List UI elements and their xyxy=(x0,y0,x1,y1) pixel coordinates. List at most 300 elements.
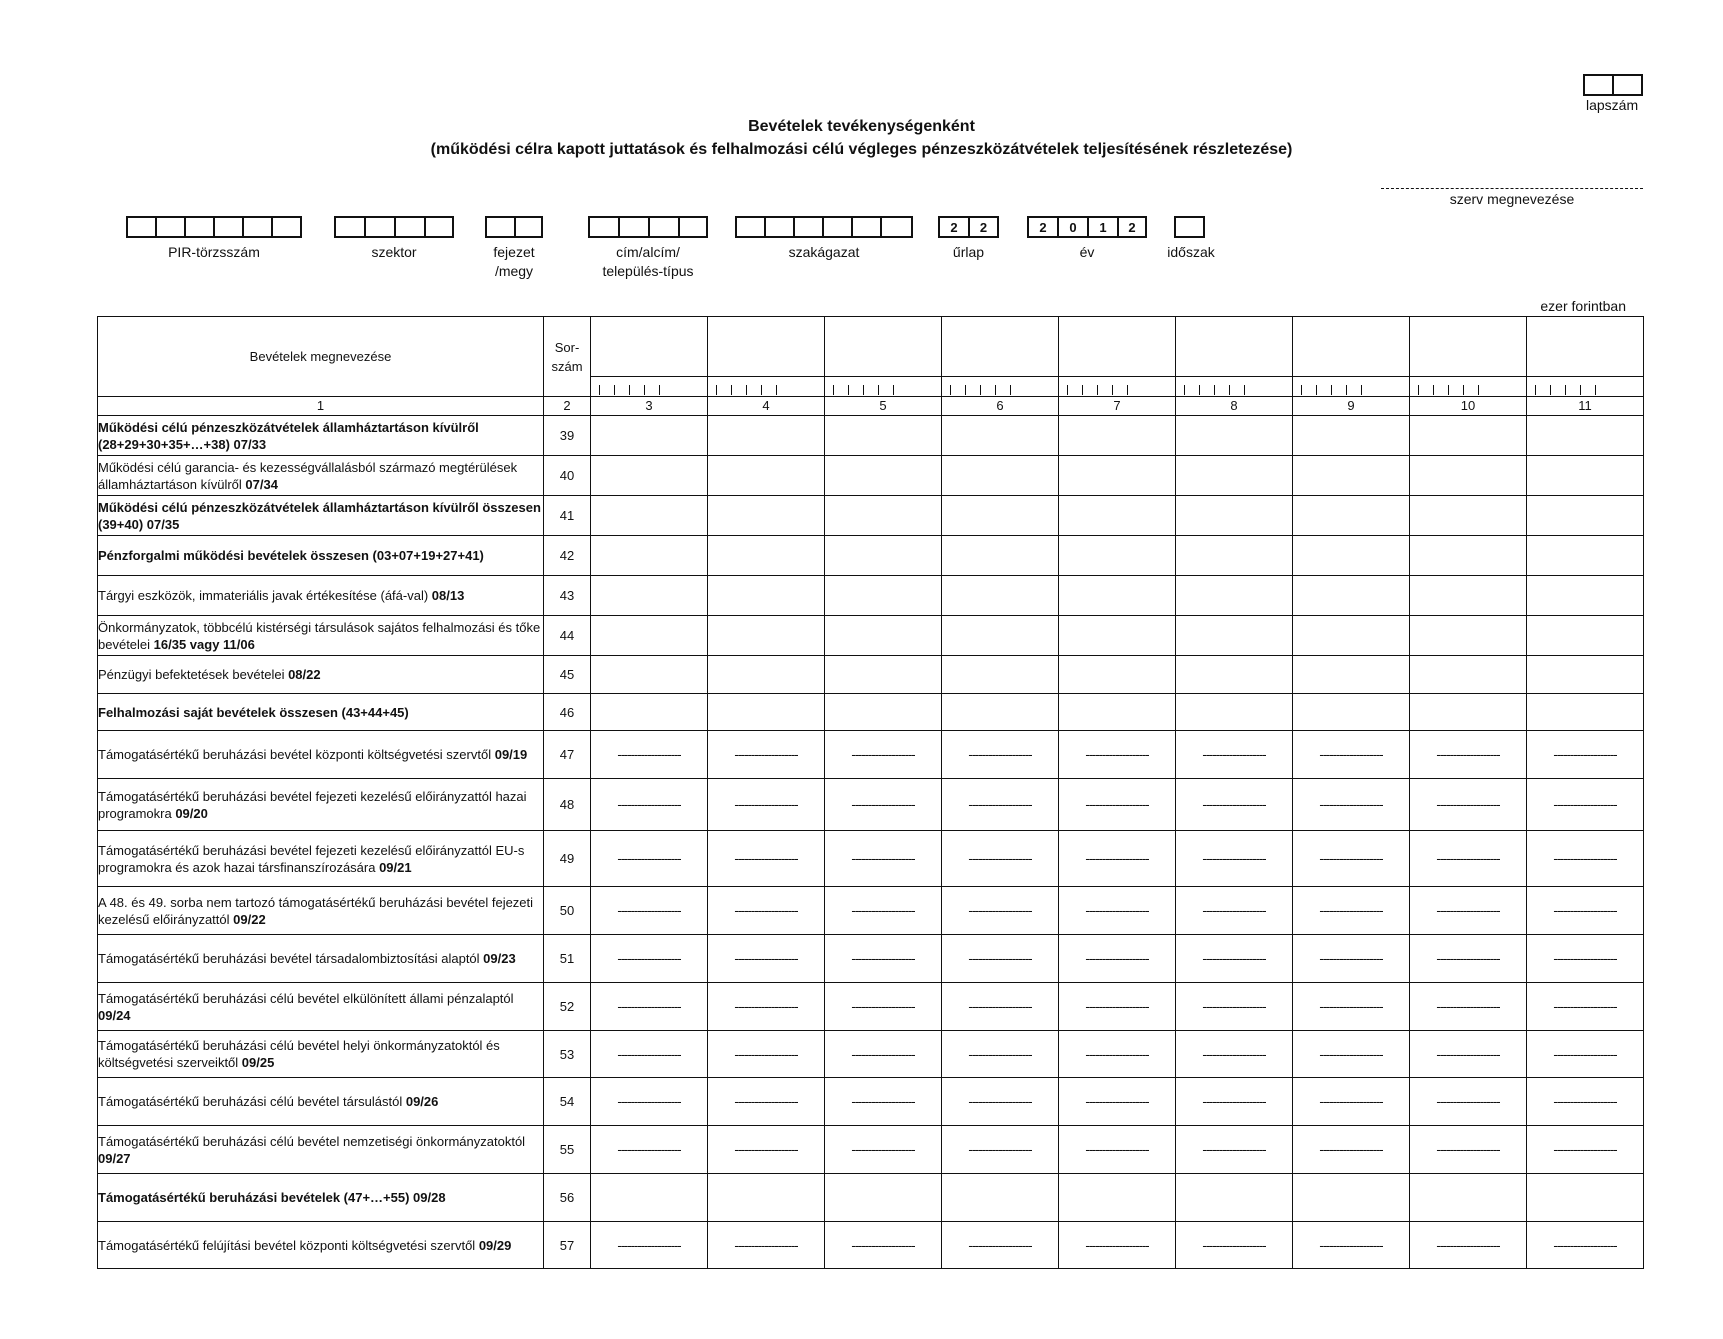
value-cell-disabled: ------------------- xyxy=(708,983,825,1031)
value-cell-disabled: ------------------- xyxy=(708,731,825,779)
row-label-text: Pénzügyi befektetések bevételei xyxy=(98,667,289,682)
row-label xyxy=(98,1126,544,1174)
value-cell-disabled: ------------------- xyxy=(1293,731,1410,779)
pir-label: PIR-törzsszám xyxy=(168,244,260,260)
row-label xyxy=(98,887,544,935)
row-label-code: 09/25 xyxy=(241,1055,275,1070)
value-cell[interactable] xyxy=(1293,694,1410,731)
value-cell-disabled: ------------------- xyxy=(1176,1031,1293,1078)
urlap-digit: 2 xyxy=(979,219,988,235)
row-label xyxy=(98,983,544,1031)
value-cell[interactable] xyxy=(942,496,1059,536)
value-cell[interactable] xyxy=(708,656,825,694)
value-cell-disabled: ------------------- xyxy=(942,831,1059,887)
value-cell[interactable] xyxy=(591,1174,708,1222)
szerv-label: szerv megnevezése xyxy=(1449,191,1575,207)
table-row xyxy=(98,416,1644,456)
szakagazat-label: szakágazat xyxy=(788,244,860,260)
column-number: 4 xyxy=(708,397,825,416)
value-cell-disabled: ------------------- xyxy=(942,935,1059,983)
urlap-digit: 2 xyxy=(940,218,970,236)
box-cell[interactable] xyxy=(1614,76,1641,94)
value-cell[interactable] xyxy=(942,616,1059,656)
row-label-code: Felhalmozási saját bevételek összesen (43+44+45) xyxy=(98,704,409,720)
value-cell[interactable] xyxy=(1176,1174,1293,1222)
row-label xyxy=(98,935,544,983)
lapszam-boxes[interactable] xyxy=(1583,74,1643,96)
value-cell[interactable] xyxy=(1293,536,1410,576)
value-cell[interactable] xyxy=(1527,416,1644,456)
value-cell[interactable] xyxy=(1176,616,1293,656)
value-cell-disabled: ------------------- xyxy=(1410,887,1527,935)
value-cell-disabled: ------------------- xyxy=(1527,1078,1644,1126)
row-label-code: Működési célú pénzeszközátvételek államháztartáson kívülről összesen (39+40) 07/35 xyxy=(98,499,541,532)
row-number: 53 xyxy=(544,1031,591,1078)
column-number: 5 xyxy=(825,397,942,416)
value-cell-disabled: ------------------- xyxy=(1293,983,1410,1031)
value-cell-disabled: ------------------- xyxy=(825,1031,942,1078)
value-cell-disabled: ------------------- xyxy=(1059,779,1176,831)
value-cell-disabled: ------------------- xyxy=(1410,983,1527,1031)
row-number: 49 xyxy=(544,831,591,887)
row-number: 51 xyxy=(544,935,591,983)
value-cell[interactable] xyxy=(1527,616,1644,656)
row-label xyxy=(98,694,544,731)
value-cell-disabled: ------------------- xyxy=(1176,779,1293,831)
idoszak-label: időszak xyxy=(1167,244,1215,260)
value-cell[interactable] xyxy=(1293,1174,1410,1222)
row-label xyxy=(98,1031,544,1078)
row-label xyxy=(98,496,544,536)
row-label xyxy=(98,616,544,656)
value-cell[interactable] xyxy=(708,1174,825,1222)
row-number: 46 xyxy=(544,694,591,731)
ev-digit: 2 xyxy=(1128,219,1136,235)
value-cell[interactable] xyxy=(942,576,1059,616)
idoszak-box[interactable] xyxy=(1174,216,1205,238)
value-cell[interactable] xyxy=(1293,616,1410,656)
value-cell[interactable] xyxy=(1059,576,1176,616)
row-number: 48 xyxy=(544,779,591,831)
szerv-line xyxy=(1381,188,1643,189)
value-cell-disabled: ------------------- xyxy=(1410,831,1527,887)
column-header-cell[interactable] xyxy=(942,317,1059,397)
value-cell-disabled: ------------------- xyxy=(1176,935,1293,983)
row-label-text: Támogatásértékű beruházási célú bevétel társulástól xyxy=(98,1094,406,1109)
value-cell[interactable] xyxy=(1410,694,1527,731)
column-number: 8 xyxy=(1176,397,1293,416)
cim-boxes[interactable] xyxy=(588,216,708,238)
value-cell-disabled: ------------------- xyxy=(1176,731,1293,779)
row-label-code: 09/23 xyxy=(483,951,516,966)
row-label xyxy=(98,1078,544,1126)
table-row xyxy=(98,779,1644,831)
value-cell-disabled: ------------------- xyxy=(708,831,825,887)
value-cell-disabled: ------------------- xyxy=(708,779,825,831)
value-cell-disabled: ------------------- xyxy=(825,831,942,887)
value-cell-disabled: ------------------- xyxy=(1293,1126,1410,1174)
value-cell[interactable] xyxy=(1176,496,1293,536)
table-row xyxy=(98,656,1644,694)
value-cell-disabled: ------------------- xyxy=(1293,887,1410,935)
value-cell[interactable] xyxy=(591,496,708,536)
value-cell-disabled: ------------------- xyxy=(1527,779,1644,831)
value-cell[interactable] xyxy=(1527,536,1644,576)
cim-label: cím/alcím/ település-típus xyxy=(602,244,694,279)
row-number: 54 xyxy=(544,1078,591,1126)
value-cell[interactable] xyxy=(591,456,708,496)
row-label-text: Önkormányzatok, többcélú kistérségi társulások sajátos felhalmozási és tőke bevételei xyxy=(98,619,541,652)
table-row xyxy=(98,496,1644,536)
value-cell[interactable] xyxy=(1059,694,1176,731)
value-cell[interactable] xyxy=(1410,1174,1527,1222)
value-cell[interactable] xyxy=(1176,694,1293,731)
column-header-cell[interactable] xyxy=(1527,317,1644,397)
value-cell-disabled: ------------------- xyxy=(591,831,708,887)
value-cell-disabled: ------------------- xyxy=(1527,1222,1644,1269)
row-label-code: 09/26 xyxy=(405,1094,439,1109)
value-cell-disabled: ------------------- xyxy=(1293,1222,1410,1269)
value-cell-disabled: ------------------- xyxy=(825,1126,942,1174)
value-cell-disabled: ------------------- xyxy=(1059,831,1176,887)
table-row xyxy=(98,731,1644,779)
value-cell-disabled: ------------------- xyxy=(1176,983,1293,1031)
value-cell-disabled: ------------------- xyxy=(708,1126,825,1174)
value-cell[interactable] xyxy=(942,656,1059,694)
row-label-code: 07/34 xyxy=(245,476,278,492)
header-name: Bevételek megnevezése xyxy=(98,317,544,397)
row-number: 43 xyxy=(544,576,591,616)
value-cell-disabled: ------------------- xyxy=(1527,831,1644,887)
ev-digit: 1 xyxy=(1089,218,1119,236)
value-cell[interactable] xyxy=(1527,694,1644,731)
value-cell-disabled: ------------------- xyxy=(825,887,942,935)
value-cell-disabled: ------------------- xyxy=(825,731,942,779)
value-cell[interactable] xyxy=(591,656,708,694)
value-cell-disabled: ------------------- xyxy=(942,1222,1059,1269)
value-cell[interactable] xyxy=(708,576,825,616)
value-cell[interactable] xyxy=(1527,656,1644,694)
value-cell[interactable] xyxy=(1293,656,1410,694)
value-cell[interactable] xyxy=(1059,536,1176,576)
row-label xyxy=(98,456,544,496)
value-cell[interactable] xyxy=(1059,656,1176,694)
value-cell[interactable] xyxy=(942,456,1059,496)
row-number: 41 xyxy=(544,496,591,536)
value-cell-disabled: ------------------- xyxy=(591,1222,708,1269)
value-cell-disabled: ------------------- xyxy=(1059,887,1176,935)
row-label-text: Támogatásértékű felújítási bevétel központi költségvetési szervtől xyxy=(98,1237,479,1253)
value-cell[interactable] xyxy=(825,416,942,456)
value-cell-disabled: ------------------- xyxy=(942,887,1059,935)
value-cell-disabled: ------------------- xyxy=(1176,831,1293,887)
value-cell[interactable] xyxy=(825,576,942,616)
row-label-code: 08/22 xyxy=(288,667,321,682)
value-cell[interactable] xyxy=(825,656,942,694)
value-cell-disabled: ------------------- xyxy=(708,1222,825,1269)
value-cell[interactable] xyxy=(942,416,1059,456)
value-cell[interactable] xyxy=(1527,576,1644,616)
row-label-code: 09/29 xyxy=(478,1237,512,1253)
row-label-text: Támogatásértékű beruházási bevétel fejezeti kezelésű előirányzattól hazai programokra xyxy=(98,788,527,821)
page-title: Bevételek tevékenységenként xyxy=(748,118,975,135)
value-cell-disabled: ------------------- xyxy=(1293,1031,1410,1078)
value-cell[interactable] xyxy=(1293,576,1410,616)
value-cell[interactable] xyxy=(942,1174,1059,1222)
row-label-text: Támogatásértékű beruházási célú bevétel elkülönített állami pénzalaptól xyxy=(98,990,514,1006)
column-header-cell[interactable] xyxy=(1176,317,1293,397)
value-cell[interactable] xyxy=(1410,496,1527,536)
value-cell-disabled: ------------------- xyxy=(1059,1078,1176,1126)
row-label xyxy=(98,416,544,456)
value-cell-disabled: ------------------- xyxy=(1410,731,1527,779)
urlap-boxes[interactable] xyxy=(938,216,999,238)
row-number: 47 xyxy=(544,731,591,779)
column-number: 3 xyxy=(591,397,708,416)
value-cell-disabled: ------------------- xyxy=(1410,1126,1527,1174)
row-label-code: 09/19 xyxy=(494,747,528,762)
value-cell-disabled: ------------------- xyxy=(1410,1031,1527,1078)
value-cell[interactable] xyxy=(942,694,1059,731)
row-label-text: Működési célú garancia- és kezességvállalásból származó megtérülések államháztartáson kívülről xyxy=(98,459,518,492)
value-cell-disabled: ------------------- xyxy=(942,983,1059,1031)
fejezet-label: fejezet /megy xyxy=(493,244,535,279)
table-row xyxy=(98,1126,1644,1174)
value-cell-disabled: ------------------- xyxy=(1293,935,1410,983)
value-cell[interactable] xyxy=(1059,1174,1176,1222)
value-cell[interactable] xyxy=(1527,456,1644,496)
value-cell-disabled: ------------------- xyxy=(1527,935,1644,983)
value-cell-disabled: ------------------- xyxy=(591,935,708,983)
column-header-cell[interactable] xyxy=(825,317,942,397)
value-cell-disabled: ------------------- xyxy=(1059,1031,1176,1078)
value-cell[interactable] xyxy=(591,576,708,616)
column-header-cell[interactable] xyxy=(591,317,708,397)
row-label xyxy=(98,1222,544,1269)
value-cell-disabled: ------------------- xyxy=(1410,1078,1527,1126)
value-cell-disabled: ------------------- xyxy=(591,779,708,831)
value-cell[interactable] xyxy=(1059,456,1176,496)
value-cell[interactable] xyxy=(1410,456,1527,496)
row-label-text: Támogatásértékű beruházási célú bevétel nemzetiségi önkormányzatoktól xyxy=(98,1133,526,1149)
lapszam-label: lapszám xyxy=(1586,97,1639,113)
row-label xyxy=(98,1174,544,1222)
column-number: 1 xyxy=(98,397,544,416)
row-label-code: Működési célú pénzeszközátvételek államháztartáson kívülről (28+29+30+35+…+38) 07/33 xyxy=(98,419,479,452)
column-number: 6 xyxy=(942,397,1059,416)
table-row xyxy=(98,1222,1644,1269)
ev-digit: 2 xyxy=(1029,218,1059,236)
value-cell[interactable] xyxy=(825,1174,942,1222)
column-header-cell[interactable] xyxy=(1059,317,1176,397)
value-cell-disabled: ------------------- xyxy=(825,935,942,983)
value-cell-disabled: ------------------- xyxy=(1293,1078,1410,1126)
row-number: 42 xyxy=(544,536,591,576)
value-cell-disabled: ------------------- xyxy=(825,1222,942,1269)
row-label xyxy=(98,576,544,616)
value-cell-disabled: ------------------- xyxy=(825,983,942,1031)
value-cell[interactable] xyxy=(1410,616,1527,656)
row-label-code: 09/24 xyxy=(98,1007,131,1023)
row-label-code: Pénzforgalmi működési bevételek összesen (03+07+19+27+41) xyxy=(98,548,484,563)
row-label-text: Támogatásértékű beruházási bevétel társadalombiztosítási alaptól xyxy=(98,951,484,966)
ev-label: év xyxy=(1079,244,1095,260)
table-row xyxy=(98,831,1644,887)
value-cell-disabled: ------------------- xyxy=(591,731,708,779)
row-label-code: 09/21 xyxy=(379,859,412,875)
row-label-code: 08/13 xyxy=(431,588,465,603)
value-cell-disabled: ------------------- xyxy=(1527,1126,1644,1174)
value-cell[interactable] xyxy=(591,416,708,456)
table-row xyxy=(98,1174,1644,1222)
table-row xyxy=(98,536,1644,576)
value-cell-disabled: ------------------- xyxy=(1527,887,1644,935)
value-cell[interactable] xyxy=(1059,616,1176,656)
value-cell[interactable] xyxy=(1293,416,1410,456)
row-label-code: 09/22 xyxy=(233,911,266,927)
pir-boxes[interactable] xyxy=(126,216,302,238)
row-label-code: Támogatásértékű beruházási bevételek (47+…+55) 09/28 xyxy=(98,1190,446,1205)
value-cell[interactable] xyxy=(708,416,825,456)
header-sorszam: Sor- szám xyxy=(544,317,591,397)
value-cell-disabled: ------------------- xyxy=(1176,1126,1293,1174)
value-cell[interactable] xyxy=(825,536,942,576)
value-cell-disabled: ------------------- xyxy=(591,887,708,935)
value-cell[interactable] xyxy=(1293,456,1410,496)
value-cell[interactable] xyxy=(708,456,825,496)
value-cell-disabled: ------------------- xyxy=(591,1078,708,1126)
value-cell[interactable] xyxy=(591,694,708,731)
value-cell-disabled: ------------------- xyxy=(1176,887,1293,935)
column-number-row xyxy=(98,397,1644,416)
row-number: 39 xyxy=(544,416,591,456)
column-header-cell[interactable] xyxy=(1293,317,1410,397)
urlap-label: űrlap xyxy=(952,244,985,260)
value-cell[interactable] xyxy=(591,536,708,576)
row-label-text: Támogatásértékű beruházási célú bevétel helyi önkormányzatoktól és költségvetési szerveiktől xyxy=(98,1038,500,1070)
value-cell[interactable] xyxy=(708,496,825,536)
row-label xyxy=(98,656,544,694)
row-label-text: A 48. és 49. sorba nem tartozó támogatásértékű beruházási bevétel fejezeti kezelésű előirányzattól xyxy=(98,894,534,927)
value-cell[interactable] xyxy=(1410,576,1527,616)
value-cell-disabled: ------------------- xyxy=(1059,1222,1176,1269)
value-cell-disabled: ------------------- xyxy=(1059,731,1176,779)
value-cell-disabled: ------------------- xyxy=(591,1126,708,1174)
value-cell[interactable] xyxy=(1410,416,1527,456)
fejezet-boxes[interactable] xyxy=(485,216,543,238)
header-row xyxy=(98,317,1644,397)
value-cell-disabled: ------------------- xyxy=(1059,983,1176,1031)
value-cell[interactable] xyxy=(1176,576,1293,616)
value-cell-disabled: ------------------- xyxy=(1176,1078,1293,1126)
szakagazat-boxes[interactable] xyxy=(735,216,913,238)
value-cell[interactable] xyxy=(1176,416,1293,456)
value-cell-disabled: ------------------- xyxy=(1293,831,1410,887)
column-number: 10 xyxy=(1410,397,1527,416)
row-label-text: Támogatásértékű beruházási bevétel központi költségvetési szervtől xyxy=(98,747,495,762)
value-cell[interactable] xyxy=(708,536,825,576)
value-cell[interactable] xyxy=(708,616,825,656)
value-cell-disabled: ------------------- xyxy=(942,1126,1059,1174)
value-cell-disabled: ------------------- xyxy=(1410,935,1527,983)
value-cell-disabled: ------------------- xyxy=(1527,1031,1644,1078)
page-subtitle: (működési célra kapott juttatások és felhalmozási célú végleges pénzeszközátvételek teljesítésének részletezése) xyxy=(430,141,1293,158)
value-cell[interactable] xyxy=(1176,536,1293,576)
row-number: 57 xyxy=(544,1222,591,1269)
row-number: 52 xyxy=(544,983,591,1031)
value-cell[interactable] xyxy=(708,694,825,731)
value-cell-disabled: ------------------- xyxy=(1059,935,1176,983)
value-cell-disabled: ------------------- xyxy=(591,983,708,1031)
value-cell-disabled: ------------------- xyxy=(825,1078,942,1126)
row-label xyxy=(98,731,544,779)
row-number: 55 xyxy=(544,1126,591,1174)
row-label-code: 16/35 vagy 11/06 xyxy=(153,636,255,652)
szektor-boxes[interactable] xyxy=(334,216,454,238)
value-cell[interactable] xyxy=(1293,496,1410,536)
row-number: 50 xyxy=(544,887,591,935)
table-row xyxy=(98,576,1644,616)
value-cell-disabled: ------------------- xyxy=(1293,779,1410,831)
value-cell[interactable] xyxy=(825,694,942,731)
value-cell-disabled: ------------------- xyxy=(942,1078,1059,1126)
value-cell-disabled: ------------------- xyxy=(591,1031,708,1078)
row-label xyxy=(98,831,544,887)
table-row xyxy=(98,887,1644,935)
row-number: 45 xyxy=(544,656,591,694)
row-label-code: 09/27 xyxy=(98,1150,131,1166)
value-cell-disabled: ------------------- xyxy=(942,1031,1059,1078)
row-label xyxy=(98,779,544,831)
value-cell[interactable] xyxy=(1059,496,1176,536)
value-cell[interactable] xyxy=(825,456,942,496)
column-header-cell[interactable] xyxy=(708,317,825,397)
box-cell[interactable] xyxy=(1585,76,1614,94)
value-cell[interactable] xyxy=(591,616,708,656)
table-row xyxy=(98,694,1644,731)
row-number: 56 xyxy=(544,1174,591,1222)
value-cell-disabled: ------------------- xyxy=(708,935,825,983)
value-cell[interactable] xyxy=(1410,656,1527,694)
value-cell-disabled: ------------------- xyxy=(942,779,1059,831)
szektor-label: szektor xyxy=(371,244,417,260)
unit-label: ezer forintban xyxy=(1540,298,1626,314)
column-number: 2 xyxy=(544,397,591,416)
value-cell-disabled: ------------------- xyxy=(708,1078,825,1126)
table-row xyxy=(98,616,1644,656)
value-cell[interactable] xyxy=(1059,416,1176,456)
value-cell-disabled: ------------------- xyxy=(708,1031,825,1078)
column-number: 7 xyxy=(1059,397,1176,416)
value-cell-disabled: ------------------- xyxy=(825,779,942,831)
value-cell[interactable] xyxy=(825,616,942,656)
revenue-table xyxy=(97,316,1644,1269)
value-cell[interactable] xyxy=(1410,536,1527,576)
value-cell[interactable] xyxy=(1176,656,1293,694)
value-cell[interactable] xyxy=(825,496,942,536)
value-cell-disabled: ------------------- xyxy=(1176,1222,1293,1269)
row-number: 44 xyxy=(544,616,591,656)
value-cell-disabled: ------------------- xyxy=(1410,779,1527,831)
value-cell[interactable] xyxy=(1527,496,1644,536)
ev-boxes[interactable] xyxy=(1027,216,1147,238)
value-cell[interactable] xyxy=(1527,1174,1644,1222)
table-row xyxy=(98,935,1644,983)
value-cell[interactable] xyxy=(942,536,1059,576)
column-header-cell[interactable] xyxy=(1410,317,1527,397)
table-row xyxy=(98,983,1644,1031)
value-cell[interactable] xyxy=(1176,456,1293,496)
